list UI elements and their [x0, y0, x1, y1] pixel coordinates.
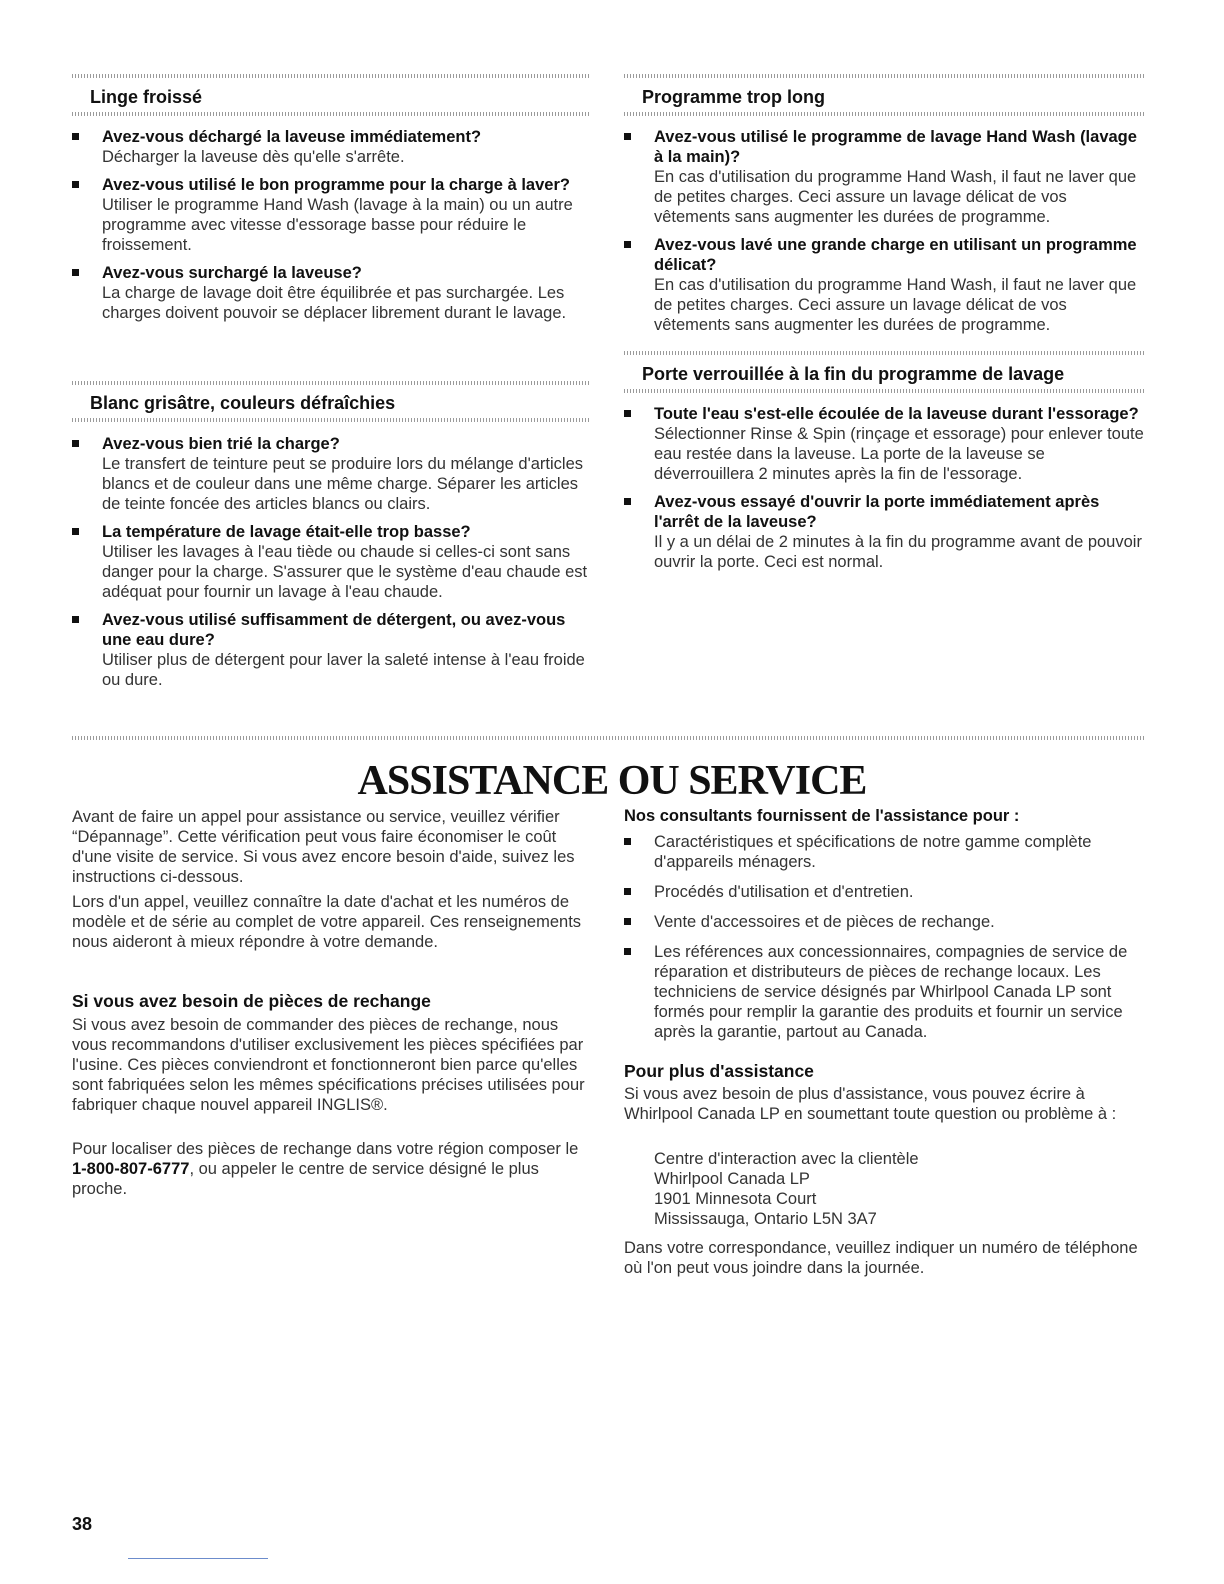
- page-number: 38: [72, 1514, 93, 1534]
- list-item: [624, 832, 1144, 872]
- localiser-text: , ou appeler le centre de service désigné le plus proche.: [72, 1160, 539, 1198]
- question: Avez-vous déchargé la laveuse immédiatement?: [102, 128, 482, 146]
- divider: [72, 381, 590, 385]
- bullet-icon: [624, 888, 631, 895]
- address-line: Centre d'interaction avec la clientèle: [654, 1150, 919, 1168]
- answer: Il y a un délai de 2 minutes à la fin du programme avant de pouvoir ouvrir la porte. Ceci est normal.: [654, 533, 1142, 571]
- list-item: [72, 522, 588, 602]
- list-item: [624, 492, 1144, 572]
- question: Toute l'eau s'est-elle écoulée de la laveuse durant l'essorage?: [654, 405, 1139, 423]
- section-title-porte: Porte verrouillée à la fin du programme de lavage: [642, 364, 1065, 384]
- divider: [624, 74, 1144, 78]
- localiser-text: Pour localiser des pièces de rechange dans votre région composer le: [72, 1140, 579, 1158]
- bullet-icon: [72, 269, 79, 276]
- section-title-blanc: Blanc grisâtre, couleurs défraîchies: [90, 393, 396, 413]
- intro-paragraph: Avant de faire un appel pour assistance ou service, veuillez vérifier “Dépannage”. Cette vérification peut vous faire économiser le coût d'une visite de service. Si vous avez encore besoin d'aide, suivez les instructions ci-dessous.: [72, 808, 575, 886]
- phone-number: 1-800-807-6777: [72, 1160, 190, 1178]
- list-item: [624, 882, 1144, 902]
- section-title-linge: Linge froissé: [90, 87, 203, 107]
- subheading-consultants: Nos consultants fournissent de l'assistance pour :: [624, 807, 1020, 825]
- plus-paragraph: Si vous avez besoin de plus d'assistance, vous pouvez écrire à Whirlpool Canada LP en soumettant toute question ou problème à :: [624, 1085, 1117, 1123]
- answer: Utiliser les lavages à l'eau tiède ou chaude si celles-ci sont sans danger pour la charge. S'assurer que le système d'eau chaude est adéquat pour fournir un lavage à l'eau chaude.: [102, 543, 588, 601]
- closing-paragraph: Dans votre correspondance, veuillez indiquer un numéro de téléphone où l'on peut vous joindre dans la journée.: [624, 1239, 1138, 1277]
- list-item: [624, 942, 1144, 1042]
- answer: En cas d'utilisation du programme Hand Wash, il faut ne laver que de petites charges. Ceci assure un lavage délicat de vos vêtements sans augmenter les durées de programme.: [654, 276, 1137, 334]
- answer: Décharger la laveuse dès qu'elle s'arrête.: [102, 148, 405, 166]
- divider: [72, 74, 590, 78]
- question: Avez-vous utilisé le programme de lavage Hand Wash (lavage à la main)?: [654, 128, 1137, 166]
- bullet-icon: [624, 838, 631, 845]
- subheading-pieces: Si vous avez besoin de pièces de rechange: [72, 991, 431, 1011]
- list-item: [72, 434, 588, 514]
- list-item-text: Procédés d'utilisation et d'entretien.: [654, 883, 914, 901]
- consultants-list: [624, 832, 1144, 1052]
- list-item: [624, 912, 1144, 932]
- question: Avez-vous surchargé la laveuse?: [102, 264, 362, 282]
- question: Avez-vous bien trié la charge?: [102, 435, 340, 453]
- programme-list: [624, 127, 1144, 343]
- answer: La charge de lavage doit être équilibrée et pas surchargée. Les charges doivent pouvoir se déplacer librement durant le lavage.: [102, 284, 567, 322]
- bullet-icon: [72, 440, 79, 447]
- answer: Utiliser plus de détergent pour laver la saleté intense à l'eau froide ou dure.: [102, 651, 585, 689]
- list-item: [72, 175, 588, 255]
- divider: [624, 112, 1144, 116]
- list-item-text: Les références aux concessionnaires, compagnies de service de réparation et distributeurs de pièces de rechange locaux. Les techniciens de service désignés par Whirlpool Canada LP sont formés pour remplir la garantie des produits et fournir un service après la garantie, partout au Canada.: [654, 943, 1128, 1041]
- localiser-paragraph: [72, 1139, 588, 1199]
- bullet-icon: [624, 410, 631, 417]
- page-title: ASSISTANCE OU SERVICE: [357, 758, 867, 804]
- list-item: [624, 404, 1144, 484]
- porte-list: [624, 404, 1144, 580]
- divider: [72, 112, 590, 116]
- list-item-text: Caractéristiques et spécifications de notre gamme complète d'appareils ménagers.: [654, 833, 1092, 871]
- divider: [624, 389, 1144, 393]
- divider: [624, 351, 1144, 355]
- list-item: [72, 610, 588, 690]
- list-item: [72, 127, 588, 167]
- bullet-icon: [624, 948, 631, 955]
- list-item: [624, 235, 1144, 335]
- list-item: [72, 263, 588, 323]
- address-line: Mississauga, Ontario L5N 3A7: [654, 1210, 877, 1228]
- bullet-icon: [72, 133, 79, 140]
- address-block: [654, 1149, 919, 1229]
- answer: En cas d'utilisation du programme Hand Wash, il faut ne laver que de petites charges. Ceci assure un lavage délicat de vos vêtements sans augmenter les durées de programme.: [654, 168, 1137, 226]
- address-line: 1901 Minnesota Court: [654, 1190, 817, 1208]
- bullet-icon: [72, 181, 79, 188]
- footer-line: [128, 1558, 268, 1559]
- bullet-icon: [624, 498, 631, 505]
- bullet-icon: [72, 528, 79, 535]
- answer: Le transfert de teinture peut se produire lors du mélange d'articles blancs et de couleur dans une même charge. Séparer les articles de teinte foncée des articles blancs ou clairs.: [102, 455, 584, 513]
- list-item-text: Vente d'accessoires et de pièces de rechange.: [654, 913, 995, 931]
- question: Avez-vous lavé une grande charge en utilisant un programme délicat?: [654, 236, 1137, 274]
- answer: Utiliser le programme Hand Wash (lavage à la main) ou un autre programme avec vitesse d'essorage basse pour réduire le froissement.: [102, 196, 573, 254]
- bullet-icon: [72, 616, 79, 623]
- bullet-icon: [624, 133, 631, 140]
- question: Avez-vous utilisé le bon programme pour la charge à laver?: [102, 176, 570, 194]
- question: La température de lavage était-elle trop basse?: [102, 523, 471, 541]
- blanc-list: [72, 434, 588, 698]
- answer: Sélectionner Rinse & Spin (rinçage et essorage) pour enlever toute eau restée dans la laveuse. La porte de la laveuse se déverrouillera 2 minutes après la fin de l'essorage.: [654, 425, 1144, 483]
- divider: [72, 418, 590, 422]
- divider: [72, 736, 1144, 740]
- intro-paragraph: Lors d'un appel, veuillez connaître la date d'achat et les numéros de modèle et de série au complet de votre appareil. Ces renseignements nous aideront à mieux répondre à votre demande.: [72, 893, 582, 951]
- question: Avez-vous utilisé suffisamment de détergent, ou avez-vous une eau dure?: [102, 611, 566, 649]
- list-item: [624, 127, 1144, 227]
- bullet-icon: [624, 241, 631, 248]
- subheading-plus: Pour plus d'assistance: [624, 1061, 814, 1081]
- section-title-programme: Programme trop long: [642, 87, 826, 107]
- address-line: Whirlpool Canada LP: [654, 1170, 810, 1188]
- question: Avez-vous essayé d'ouvrir la porte immédiatement après l'arrêt de la laveuse?: [654, 493, 1100, 531]
- bullet-icon: [624, 918, 631, 925]
- pieces-paragraph: Si vous avez besoin de commander des pièces de rechange, nous vous recommandons d'utiliser exclusivement les pièces spécifiées par l'usine. Ces pièces conviendront et fonctionneront bien parce qu'elles sont fabriquées selon les mêmes spécifications précises utilisées pour fabriquer chaque nouvel appareil INGLIS®.: [72, 1016, 585, 1114]
- linge-list: [72, 127, 588, 331]
